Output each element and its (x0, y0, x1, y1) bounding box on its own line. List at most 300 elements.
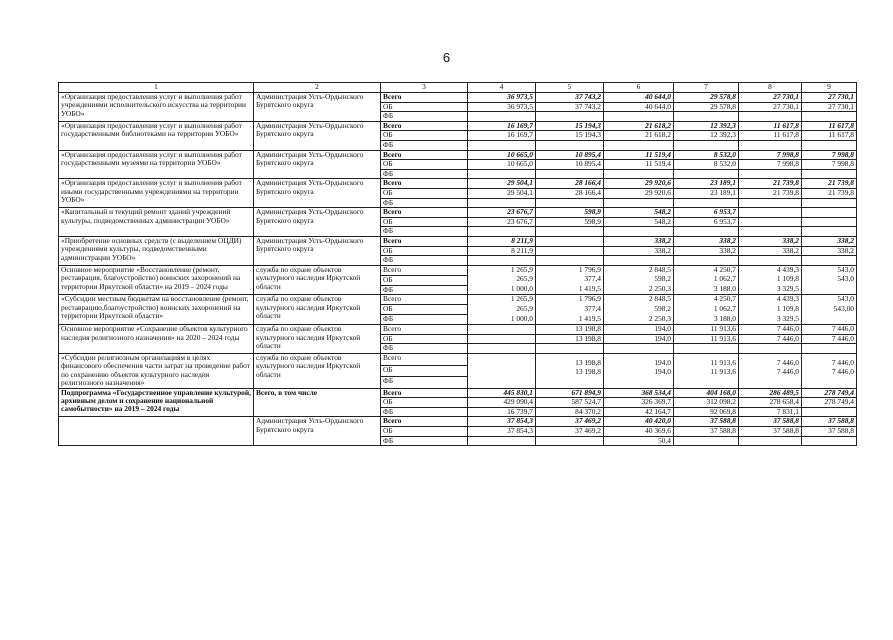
activity-name-cell: «Организация предоставления услуг и выполнения работ государственными библиотеками на территории УОБО» (59, 121, 254, 150)
amount-value: 11 913,6 (710, 357, 736, 367)
funding-source-cell: Всего (381, 121, 468, 131)
activity-name-cell: «Приобретение основных средств (с выделением ОЦДИ) учреждениями культуры, подведомственными администрации УОБО» (59, 236, 254, 265)
amount-cell: 37 854,3 (468, 427, 536, 437)
amount-cell: 40 369,6 (604, 427, 674, 437)
amount-cell (674, 295, 739, 325)
amount-cell: 326 369,7 (604, 398, 674, 408)
column-number: 1 (59, 83, 254, 93)
executor-cell: служба по охране объектов культурного наследия Иркутской области (254, 325, 381, 354)
amount-cell: 37 469,2 (536, 417, 604, 427)
column-number: 3 (381, 83, 468, 93)
funding-source-cell: ФБ (381, 112, 468, 122)
amount-cell (468, 140, 536, 150)
amount-cell (536, 436, 604, 446)
amount-value: 4 250,7 (713, 294, 736, 304)
amount-cell: 13 198,8 (536, 334, 604, 344)
amount-cell (468, 169, 536, 179)
executor-cell: Администрация Усть-Ордынского Бурятского округа (254, 93, 381, 122)
amount-value: 1 419,5 (578, 283, 601, 293)
amount-cell (674, 265, 739, 295)
funding-source-cell: ОБ (381, 305, 468, 315)
funding-source-cell: ОБ (381, 131, 468, 141)
amount-value (470, 378, 533, 388)
funding-source-cell: ОБ (381, 246, 468, 256)
amount-cell: 15 194,3 (536, 121, 604, 131)
amount-cell: 37 588,8 (739, 417, 802, 427)
table-row (59, 388, 857, 398)
amount-cell (468, 112, 536, 122)
funding-source-cell: ОБ (381, 217, 468, 227)
amount-cell: 194,0 (604, 325, 674, 335)
amount-cell: 338,2 (674, 236, 739, 246)
amount-cell (604, 344, 674, 354)
amount-cell: 37 588,8 (674, 417, 739, 427)
amount-cell: 28 166,4 (536, 179, 604, 189)
executor-cell: Администрация Усть-Ордынского Бурятского округа (254, 236, 381, 265)
amount-value: 543,0 (837, 294, 854, 304)
funding-source-cell: Всего (381, 325, 468, 335)
amount-cell (674, 227, 739, 237)
column-number: 6 (604, 83, 674, 93)
amount-cell (536, 227, 604, 237)
amount-value: 598,2 (654, 304, 671, 314)
amount-cell: 7 831,1 (739, 407, 802, 417)
amount-value: 1 796,9 (578, 294, 601, 304)
amount-cell: 11 617,8 (739, 121, 802, 131)
amount-cell (802, 198, 857, 208)
table-row (59, 354, 857, 366)
funding-source-cell: Всего (381, 93, 468, 103)
amount-cell (604, 354, 674, 389)
amount-cell: 8 211,9 (468, 246, 536, 256)
amount-cell: 194,0 (604, 334, 674, 344)
amount-cell: 338,2 (604, 236, 674, 246)
amount-cell (536, 344, 604, 354)
amount-value: 543,00 (833, 304, 854, 314)
budget-table (58, 82, 857, 446)
amount-cell: 7 446,0 (802, 325, 857, 335)
executor-cell: Администрация Усть-Ордынского Бурятского округа (254, 179, 381, 208)
amount-cell: 7 998,8 (739, 150, 802, 160)
amount-cell: 598,9 (536, 217, 604, 227)
activity-name-cell: Подпрограмма «Государственное управление культурой, архивным делом и сохранение национальной самобытности» на 2019 – 2024 годы (59, 388, 254, 417)
amount-cell: 548,2 (604, 217, 674, 227)
amount-cell (536, 256, 604, 266)
amount-cell: 338,2 (604, 246, 674, 256)
amount-cell: 7 998,8 (739, 160, 802, 170)
amount-cell: 7 446,0 (802, 334, 857, 344)
amount-value: 3 188,0 (713, 283, 736, 293)
amount-cell: 11 519,4 (604, 160, 674, 170)
amount-value: 1 109,8 (776, 274, 799, 284)
amount-cell (674, 354, 739, 389)
amount-value (470, 368, 533, 378)
amount-cell: 548,2 (604, 208, 674, 218)
amount-cell: 338,2 (802, 236, 857, 246)
amount-cell: 37 588,8 (739, 427, 802, 437)
column-number: 7 (674, 83, 739, 93)
amount-cell: 12 392,3 (674, 121, 739, 131)
amount-cell: 10 895,4 (536, 160, 604, 170)
amount-cell: 16 169,7 (468, 131, 536, 141)
amount-cell: 7 998,8 (802, 160, 857, 170)
activity-name-cell: Основное мероприятие «Восстановление (ремонт, реставрация, благоустройство) воинских захоронений на территории Иркутской области» на 2019 – 2024 годы (59, 265, 254, 295)
amount-cell (536, 265, 604, 295)
amount-cell: 37 588,8 (802, 427, 857, 437)
amount-cell: 27 730,1 (802, 93, 857, 103)
amount-cell (802, 140, 857, 150)
funding-source-cell: ОБ (381, 334, 468, 344)
amount-cell: 29 920,6 (604, 188, 674, 198)
amount-value: 194,0 (654, 367, 671, 377)
executor-cell: служба по охране объектов культурного наследия Иркутской области (254, 295, 381, 325)
amount-cell: 404 168,0 (674, 388, 739, 398)
amount-cell: 312 098,2 (674, 398, 739, 408)
amount-cell: 37 469,2 (536, 427, 604, 437)
amount-cell (802, 227, 857, 237)
funding-source-cell: Всего (381, 150, 468, 160)
funding-source-cell: Всего (381, 179, 468, 189)
funding-source-cell: Всего (381, 417, 468, 427)
amount-cell: 16 169,7 (468, 121, 536, 131)
amount-value: 1 000,0 (510, 283, 533, 293)
funding-source-cell: Всего (381, 354, 468, 366)
amount-value: 194,0 (654, 357, 671, 367)
amount-cell (739, 436, 802, 446)
amount-cell: 7 446,0 (739, 334, 802, 344)
column-number: 8 (739, 83, 802, 93)
amount-cell (536, 112, 604, 122)
amount-value: 13 198,8 (575, 357, 601, 367)
amount-cell: 21 739,8 (739, 188, 802, 198)
executor-cell: Администрация Усть-Ордынского Бурятского округа (254, 121, 381, 150)
funding-source-cell: ФБ (381, 169, 468, 179)
amount-cell: 10 895,4 (536, 150, 604, 160)
funding-source-cell: ФБ (381, 377, 468, 389)
amount-value: 377,4 (584, 274, 601, 284)
table-row (59, 295, 857, 305)
activity-name-cell: «Организация предоставления услуг и выполнения работ иными государственными учреждениями на территории УОБО» (59, 179, 254, 208)
amount-cell: 11 519,4 (604, 150, 674, 160)
amount-value: 1 000,0 (510, 313, 533, 323)
amount-cell: 7 446,0 (739, 325, 802, 335)
amount-cell: 429 090,4 (468, 398, 536, 408)
amount-cell: 27 730,1 (739, 93, 802, 103)
amount-cell (468, 256, 536, 266)
amount-cell: 11 913,6 (674, 334, 739, 344)
executor-cell: Администрация Усть-Ордынского Бурятского округа (254, 417, 381, 446)
amount-cell: 11 617,8 (739, 131, 802, 141)
amount-cell: 29 504,1 (468, 179, 536, 189)
amount-cell: 37 743,2 (536, 102, 604, 112)
funding-source-cell: ОБ (381, 365, 468, 377)
amount-value: 1 109,8 (776, 304, 799, 314)
amount-value: 7 446,0 (776, 367, 799, 377)
amount-cell (802, 208, 857, 218)
amount-cell (468, 295, 536, 325)
funding-source-cell: ОБ (381, 188, 468, 198)
amount-cell: 28 166,4 (536, 188, 604, 198)
amount-cell: 21 739,8 (802, 179, 857, 189)
amount-value: 598,2 (654, 274, 671, 284)
funding-source-cell: Всего (381, 295, 468, 305)
amount-cell (739, 112, 802, 122)
table-row (59, 265, 857, 275)
amount-cell (739, 227, 802, 237)
amount-cell: 445 830,1 (468, 388, 536, 398)
executor-cell: служба по охране объектов культурного наследия Иркутской области (254, 354, 381, 389)
amount-cell: 36 973,5 (468, 93, 536, 103)
amount-cell: 10 665,0 (468, 160, 536, 170)
amount-cell: 7 998,8 (802, 150, 857, 160)
executor-cell: Администрация Усть-Ордынского Бурятского округа (254, 150, 381, 179)
amount-value (741, 378, 799, 388)
amount-cell (536, 246, 604, 256)
amount-cell (468, 325, 536, 335)
amount-value (804, 285, 854, 295)
amount-cell: 587 524,7 (536, 398, 604, 408)
amount-value (606, 378, 671, 388)
amount-cell: 671 894,9 (536, 388, 604, 398)
amount-cell (536, 169, 604, 179)
amount-cell (468, 354, 536, 389)
amount-cell (604, 256, 674, 266)
amount-cell: 40 644,0 (604, 102, 674, 112)
amount-value: 1 062,7 (713, 274, 736, 284)
amount-cell (604, 227, 674, 237)
funding-source-cell: ФБ (381, 344, 468, 354)
amount-cell: 278 658,4 (739, 398, 802, 408)
funding-source-cell: Всего (381, 208, 468, 218)
amount-cell (536, 295, 604, 325)
amount-cell (604, 140, 674, 150)
page-number: 6 (442, 50, 451, 65)
amount-cell (468, 265, 536, 295)
column-number-header-row (59, 83, 857, 93)
amount-cell: 29 578,8 (674, 93, 739, 103)
amount-cell (739, 354, 802, 389)
funding-source-cell: ОБ (381, 160, 468, 170)
amount-cell (802, 295, 857, 325)
amount-cell (674, 140, 739, 150)
amount-value: 377,4 (584, 304, 601, 314)
amount-cell: 598,9 (536, 208, 604, 218)
amount-value: 3 329,5 (776, 313, 799, 323)
amount-cell (674, 256, 739, 266)
amount-cell (739, 256, 802, 266)
table-row (59, 179, 857, 189)
amount-value: 7 446,0 (776, 357, 799, 367)
amount-cell (604, 295, 674, 325)
amount-value: 4 439,3 (776, 265, 799, 274)
column-number: 4 (468, 83, 536, 93)
funding-source-cell: ФБ (381, 140, 468, 150)
amount-cell (739, 169, 802, 179)
amount-value: 1 265,9 (510, 265, 533, 274)
amount-cell: 16 739,7 (468, 407, 536, 417)
amount-cell (604, 169, 674, 179)
amount-value: 3 329,5 (776, 283, 799, 293)
amount-cell (468, 198, 536, 208)
funding-source-cell: ФБ (381, 227, 468, 237)
activity-name-cell: «Субсидии религиозным организациям в целях финансового обеспечения части затрат на проведение работ по сохранению объектов культурного наследия религиозного назначения» (59, 354, 254, 389)
amount-value (804, 315, 854, 325)
amount-cell (802, 112, 857, 122)
amount-cell (674, 198, 739, 208)
amount-cell: 27 730,1 (739, 102, 802, 112)
amount-cell: 21 618,2 (604, 131, 674, 141)
amount-cell (468, 334, 536, 344)
funding-source-cell: Всего (381, 388, 468, 398)
activity-name-cell: «Капитальный и текущий ремонт зданий учреждений культуры, подведомственных администрации УОБО» (59, 208, 254, 237)
amount-cell (802, 354, 857, 389)
amount-cell (536, 354, 604, 389)
amount-value: 3 188,0 (713, 313, 736, 323)
amount-value: 7 446,0 (831, 357, 854, 367)
amount-cell: 13 198,8 (536, 325, 604, 335)
amount-cell: 8 532,0 (674, 150, 739, 160)
amount-cell (604, 198, 674, 208)
amount-cell: 23 676,7 (468, 217, 536, 227)
amount-cell (802, 217, 857, 227)
executor-cell: Администрация Усть-Ордынского Бурятского округа (254, 208, 381, 237)
amount-cell (739, 198, 802, 208)
executor-cell: Всего, в том числе (254, 388, 381, 417)
amount-cell: 15 194,3 (536, 131, 604, 141)
table-row (59, 325, 857, 335)
amount-cell: 368 534,4 (604, 388, 674, 398)
funding-source-cell: ОБ (381, 275, 468, 285)
funding-source-cell: ФБ (381, 285, 468, 295)
amount-cell: 92 069,8 (674, 407, 739, 417)
amount-cell (802, 265, 857, 295)
amount-value: 543,0 (837, 265, 854, 274)
funding-source-cell: ФБ (381, 198, 468, 208)
amount-cell: 286 489,5 (739, 388, 802, 398)
amount-cell: 37 588,8 (802, 417, 857, 427)
amount-cell: 37 743,2 (536, 93, 604, 103)
activity-name-cell: «Организация предоставления услуг и выполнения работ государственными музеями на территории УОБО» (59, 150, 254, 179)
amount-cell: 12 392,3 (674, 131, 739, 141)
amount-value: 1 796,9 (578, 265, 601, 274)
funding-source-cell: ФБ (381, 315, 468, 325)
amount-value (804, 378, 854, 388)
column-number: 2 (254, 83, 381, 93)
activity-name-cell: Основное мероприятие «Сохранение объектов культурного наследия религиозного назначения» на 2020 – 2024 годы (59, 325, 254, 354)
table-row (59, 236, 857, 246)
amount-value: 1 419,5 (578, 313, 601, 323)
amount-cell (739, 265, 802, 295)
amount-cell (468, 227, 536, 237)
amount-cell: 10 665,0 (468, 150, 536, 160)
amount-value: 4 439,3 (776, 294, 799, 304)
amount-cell: 23 676,7 (468, 208, 536, 218)
amount-cell: 338,2 (674, 246, 739, 256)
amount-value: 4 250,7 (713, 265, 736, 274)
column-number: 5 (536, 83, 604, 93)
amount-value: 2 250,3 (648, 313, 671, 323)
amount-cell (802, 344, 857, 354)
amount-cell (739, 344, 802, 354)
amount-cell: 21 739,8 (739, 179, 802, 189)
amount-cell (739, 295, 802, 325)
funding-source-cell: ФБ (381, 256, 468, 266)
amount-cell: 8 532,0 (674, 160, 739, 170)
amount-value: 11 913,6 (710, 367, 736, 377)
funding-source-cell: ОБ (381, 102, 468, 112)
funding-source-cell: ФБ (381, 436, 468, 446)
amount-cell: 21 739,8 (802, 188, 857, 198)
amount-cell: 338,2 (739, 246, 802, 256)
amount-value: 1 062,7 (713, 304, 736, 314)
table-row (59, 208, 857, 218)
amount-cell (536, 236, 604, 246)
amount-cell (536, 140, 604, 150)
amount-cell: 11 913,6 (674, 325, 739, 335)
amount-cell (802, 436, 857, 446)
activity-name-cell: «Субсидии местным бюджетам на восстановление (ремонт, реставрацию,благоустройство) воинских захоронений на территории Иркутской области» (59, 295, 254, 325)
table-row (59, 121, 857, 131)
amount-value: 2 848,5 (648, 294, 671, 304)
funding-source-cell: Всего (381, 265, 468, 275)
amount-cell: 29 504,1 (468, 188, 536, 198)
amount-value (538, 378, 601, 388)
amount-value: 265,9 (516, 274, 533, 284)
amount-cell: 338,2 (739, 236, 802, 246)
amount-cell: 37 854,3 (468, 417, 536, 427)
funding-source-cell: ОБ (381, 427, 468, 437)
amount-cell (468, 344, 536, 354)
funding-source-cell: Всего (381, 236, 468, 246)
table-row (59, 150, 857, 160)
column-number: 9 (802, 83, 857, 93)
amount-cell (674, 436, 739, 446)
amount-cell: 11 617,8 (802, 131, 857, 141)
amount-value: 543,0 (837, 274, 854, 284)
amount-value (676, 378, 736, 388)
amount-cell (604, 265, 674, 295)
amount-cell: 29 578,8 (674, 102, 739, 112)
amount-cell: 84 370,2 (536, 407, 604, 417)
amount-cell (802, 407, 857, 417)
amount-cell (468, 436, 536, 446)
amount-cell: 21 618,2 (604, 121, 674, 131)
amount-cell (674, 112, 739, 122)
amount-cell (674, 344, 739, 354)
amount-cell (674, 169, 739, 179)
amount-cell: 50,4 (604, 436, 674, 446)
amount-cell: 29 920,6 (604, 179, 674, 189)
amount-value: 7 446,0 (831, 367, 854, 377)
table-row (59, 93, 857, 103)
amount-cell (604, 112, 674, 122)
amount-cell: 8 211,9 (468, 236, 536, 246)
amount-cell: 40 420,0 (604, 417, 674, 427)
amount-cell: 36 973,5 (468, 102, 536, 112)
amount-cell (739, 217, 802, 227)
amount-cell (802, 169, 857, 179)
activity-name-cell: «Организация предоставления услуг и выполнения работ учреждениями исполнительского искусства на территории УОБО» (59, 93, 254, 122)
amount-cell: 6 953,7 (674, 217, 739, 227)
amount-cell: 37 588,8 (674, 427, 739, 437)
amount-cell: 278 749,4 (802, 388, 857, 398)
amount-cell (536, 198, 604, 208)
amount-cell: 27 730,1 (802, 102, 857, 112)
amount-value: 2 848,5 (648, 265, 671, 274)
amount-cell (802, 256, 857, 266)
amount-value: 265,9 (516, 304, 533, 314)
activity-name-cell (59, 417, 254, 446)
